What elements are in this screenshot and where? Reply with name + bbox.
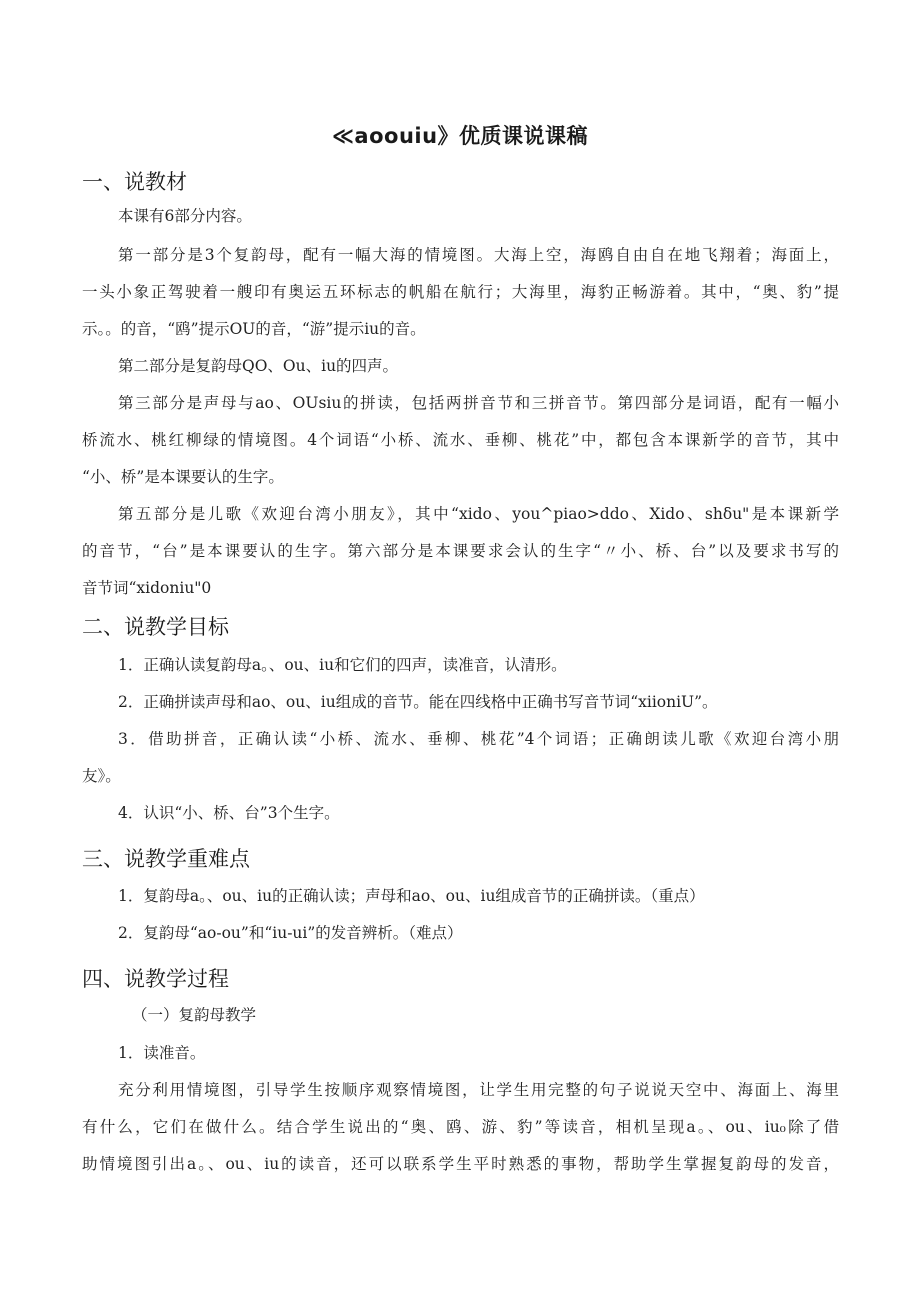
section-heading-4: 四、说教学过程	[82, 967, 229, 991]
paragraph-line: 示。。的音，“鸥”提示OU的音，“游”提示iu的音。	[82, 320, 426, 338]
document-title: ≪aoouiu》优质课说课稿	[331, 124, 589, 148]
list-item: 4．认识“小、桥、台”3个生字。	[118, 804, 340, 822]
list-item-continued: 友》。	[82, 767, 121, 785]
paragraph-line: 第二部分是复韵母QO、Ou、iu的四声。	[118, 357, 399, 375]
list-item: 1．复韵母a。、ou、iu的正确认读；声母和ao、ou、iu组成音节的正确拼读。（重点）	[118, 887, 705, 905]
list-item: 2．复韵母“ao-ou”和“iu-ui”的发音辨析。（难点）	[118, 924, 463, 942]
subsection-heading: （一）复韵母教学	[132, 1006, 257, 1024]
paragraph-line: “小、桥”是本课要认的生字。	[82, 468, 284, 486]
paragraph-line: 助情境图引出a。、ou、iu的读音，还可以联系学生平时熟悉的事物，帮助学生掌握复韵母的发音，	[82, 1155, 839, 1173]
paragraph-line: 音节词“xidoniu"0	[82, 579, 212, 597]
paragraph-line: 有什么，它们在做什么。结合学生说出的“奥、鸥、游、豹”等读音，相机呈现a。、ou、iu₀除了借	[82, 1118, 839, 1136]
list-item: 3．借助拼音，正确认读“小桥、流水、垂柳、桃花”4个词语；正确朗读儿歌《欢迎台湾小朋	[118, 730, 839, 748]
section-heading-3: 三、说教学重难点	[82, 847, 250, 871]
step-label: 1．读准音。	[118, 1044, 206, 1062]
list-item: 1．正确认读复韵母a。、ou、iu和它们的四声，读准音，认清形。	[118, 656, 567, 674]
paragraph-line: 的音节，“台”是本课要认的生字。第六部分是本课要求会认的生字“〃小、桥、台”以及要求书写的	[82, 542, 839, 560]
paragraph-line: 本课有6部分内容。	[118, 207, 252, 225]
paragraph-line: 一头小象正驾驶着一艘印有奥运五环标志的帆船在航行；大海里，海豹正畅游着。其中，“奥、豹”提	[82, 283, 839, 301]
section-heading-1: 一、说教材	[82, 170, 187, 194]
paragraph-line: 第五部分是儿歌《欢迎台湾小朋友》，其中“xido、you^piao>ddo、Xido、shδu"是本课新学	[118, 505, 839, 523]
paragraph-line: 充分利用情境图，引导学生按顺序观察情境图，让学生用完整的句子说说天空中、海面上、海里	[118, 1081, 839, 1099]
section-heading-2: 二、说教学目标	[82, 615, 229, 639]
list-item: 2．正确拼读声母和ao、ou、iu组成的音节。能在四线格中正确书写音节词“xiioniU”。	[118, 693, 718, 711]
paragraph-line: 第三部分是声母与ao、OUsiu的拼读，包括两拼音节和三拼音节。第四部分是词语，配有一幅小	[118, 394, 839, 412]
paragraph-line: 第一部分是3个复韵母，配有一幅大海的情境图。大海上空，海鸥自由自在地飞翔着；海面上，	[118, 246, 839, 264]
paragraph-line: 桥流水、桃红柳绿的情境图。4个词语“小桥、流水、垂柳、桃花”中，都包含本课新学的音节，其中	[82, 431, 839, 449]
